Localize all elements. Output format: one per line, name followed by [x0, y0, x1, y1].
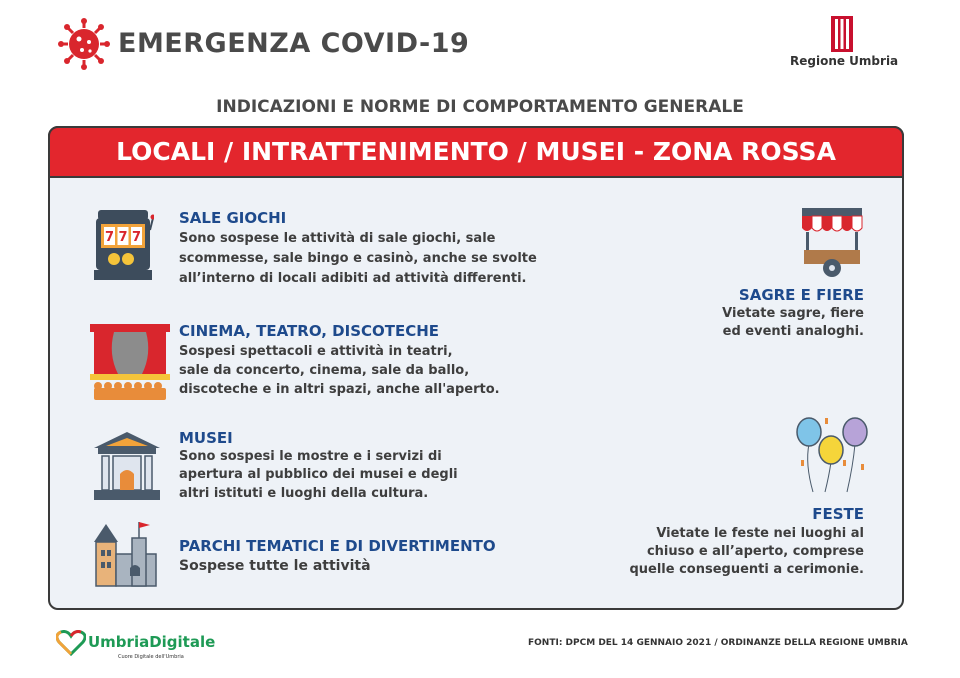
sale-giochi-heading: SALE GIOCHI: [179, 209, 287, 227]
cinema-text-2: sale da concerto, cinema, sale da ballo,: [179, 363, 470, 378]
sale-giochi-text-2: scommesse, sale bingo e casinò, anche se svolte: [179, 251, 537, 266]
castle-icon: [92, 518, 160, 588]
cinema-text-3: discoteche e in altri spazi, anche all'aperto.: [179, 382, 500, 397]
museum-icon: [92, 430, 162, 502]
musei-heading: MUSEI: [179, 429, 233, 447]
page-subtitle: INDICAZIONI E NORME DI COMPORTAMENTO GENERALE: [216, 97, 744, 117]
feste-text-2: chiuso e all’aperto, comprese: [646, 544, 864, 559]
feste-heading: FESTE: [812, 505, 864, 523]
region-logo: [831, 16, 853, 52]
sagre-heading: SAGRE E FIERE: [738, 286, 864, 304]
cinema-heading: CINEMA, TEATRO, DISCOTECHE: [179, 322, 440, 340]
musei-text-1: Sono sospesi le mostre e i servizi di: [179, 449, 442, 464]
svg-text:7: 7: [131, 230, 142, 245]
virus-icon: [58, 18, 110, 70]
region-name: Regione Umbria: [790, 54, 899, 68]
balloons-icon: [795, 414, 871, 494]
feste-text-3: quelle conseguenti a cerimonie.: [629, 562, 864, 577]
umbria-digitale-logo-text: UmbriaDigitale: [88, 633, 216, 651]
theater-stage-icon: [90, 324, 170, 402]
sagre-text-2: ed eventi analoghi.: [722, 324, 864, 339]
umbria-digitale-heart-icon: [56, 630, 86, 656]
parchi-text-1: Sospese tutte le attività: [179, 558, 371, 574]
slot-machine-icon: [92, 208, 154, 282]
sagre-text-1: Vietate sagre, fiere: [722, 306, 864, 321]
sources-note: FONTI: DPCM DEL 14 GENNAIO 2021 / ORDINANZE DELLA REGIONE UMBRIA: [528, 638, 908, 648]
musei-text-2: apertura al pubblico dei musei e degli: [179, 467, 458, 482]
musei-text-3: altri istituti e luoghi della cultura.: [179, 486, 429, 501]
market-stall-icon: [800, 206, 864, 280]
parchi-heading: PARCHI TEMATICI E DI DIVERTIMENTO: [179, 537, 496, 555]
cinema-text-1: Sospesi spettacoli e attività in teatri,: [179, 344, 453, 359]
feste-text-1: Vietate le feste nei luoghi al: [656, 526, 864, 541]
zone-banner: LOCALI / INTRATTENIMENTO / MUSEI - ZONA ROSSA: [48, 126, 904, 178]
svg-text:7: 7: [104, 230, 115, 245]
svg-text:7: 7: [118, 230, 128, 245]
page-title: EMERGENZA COVID-19: [118, 28, 470, 59]
umbria-digitale-tagline: Cuore Digitale dell'Umbria: [118, 654, 184, 660]
sale-giochi-text-1: Sono sospese le attività di sale giochi, sale: [179, 231, 496, 246]
sale-giochi-text-3: all’interno di locali adibiti ad attività differenti.: [179, 271, 527, 286]
